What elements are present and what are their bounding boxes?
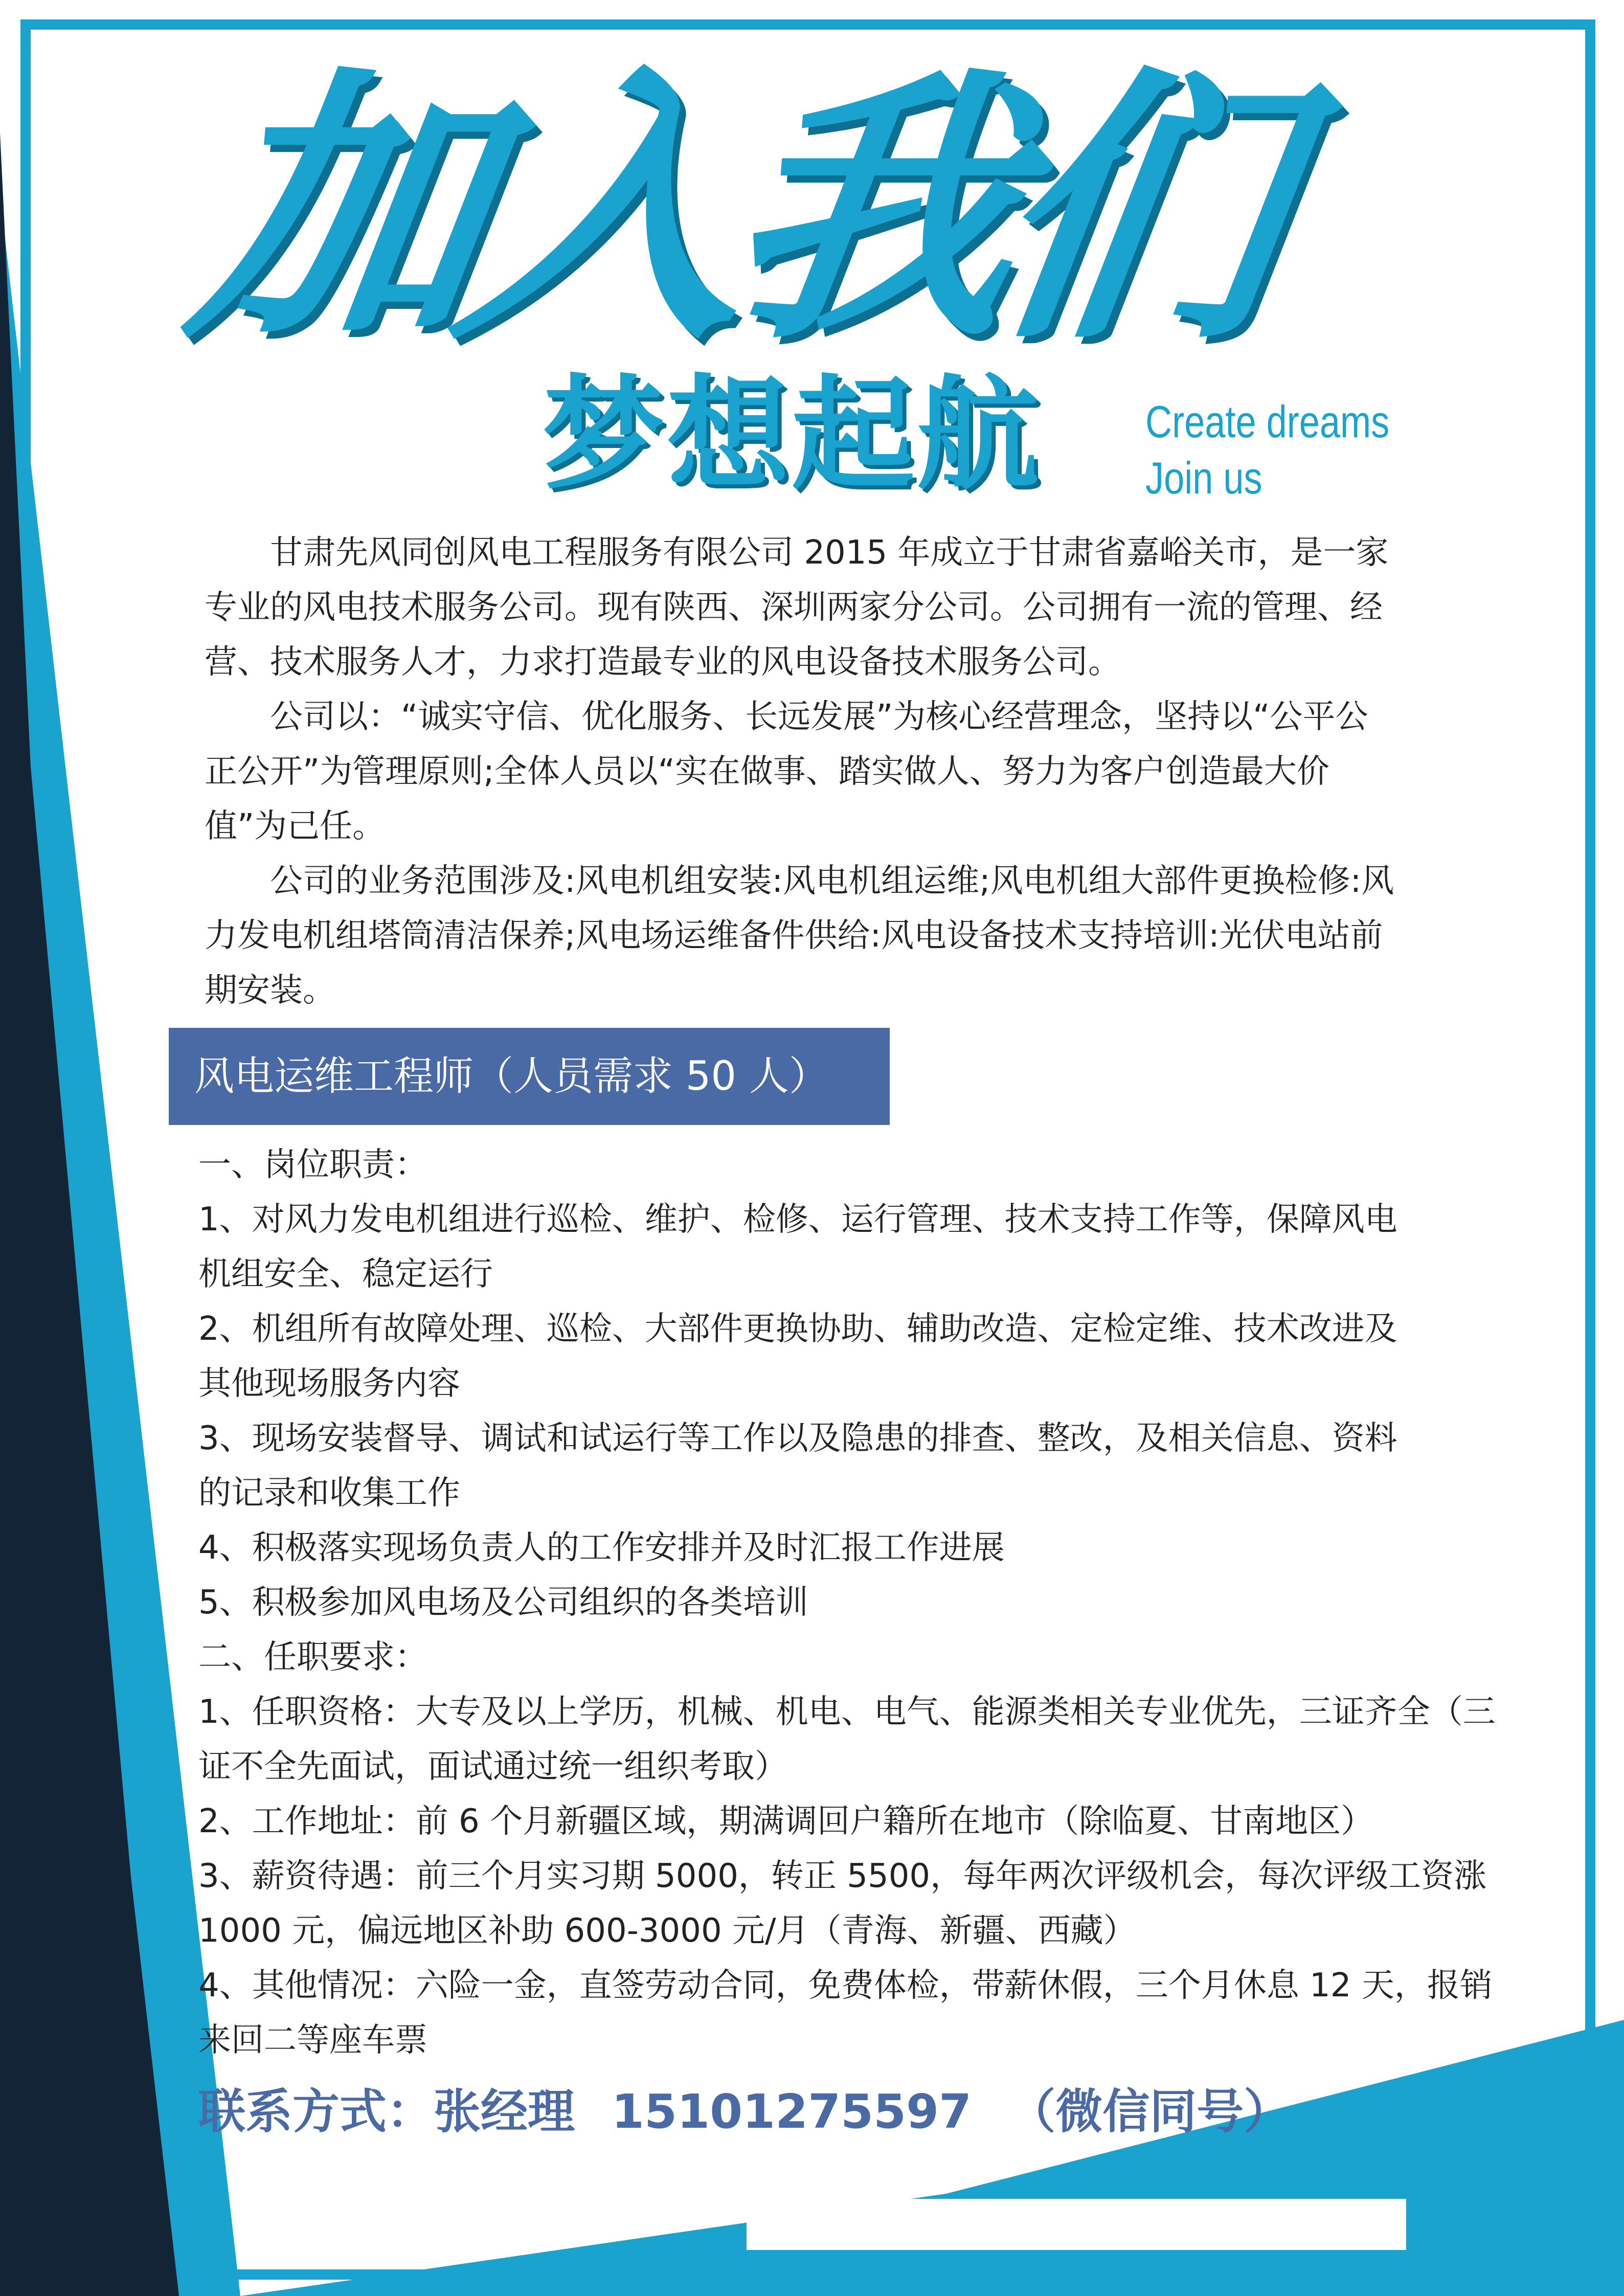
detail-line: 4、其他情况：六险一金，直签劳动合同，免费体检，带薪休假，三个月休息 12 天，报销 — [198, 1967, 1493, 2005]
intro-paragraph: 甘肃先风同创风电工程服务有限公司 2015 年成立于甘肃省嘉峪关市，是一家专业的风电技术服务公司。现有陕西、深圳两家分公司。公司拥有一流的管理、经营、技术服务人才，力求打造最专业的风电设备技术服务公司。 — [205, 534, 1389, 681]
hero-title: 加入我们 — [175, 41, 1287, 378]
contact-phone[interactable]: 15101275597 — [612, 2084, 972, 2139]
detail-line: 来回二等座车票 — [198, 2021, 427, 2059]
job-title-bar: 风电运维工程师（人员需求 50 人） — [169, 1028, 890, 1125]
bottom-navy-edge — [747, 2250, 1406, 2260]
bottom-white-bar — [747, 2199, 1406, 2250]
hero-english-line-1: Create dreams — [1145, 396, 1390, 447]
detail-line: 一、岗位职责： — [198, 1146, 427, 1184]
detail-line: 5、积极参加风电场及公司组织的各类培训 — [198, 1584, 808, 1622]
contact-info — [198, 2076, 1311, 2148]
hero-subtitle: 梦想起航 — [542, 363, 1042, 506]
detail-line: 二、任职要求： — [198, 1638, 427, 1676]
hero-english-line-2: Join us — [1145, 453, 1262, 503]
detail-line: 证不全先面试，面试通过统一组织考取） — [198, 1748, 787, 1786]
detail-line: 2、工作地址：前 6 个月新疆区域，期满调回户籍所在地市（除临夏、甘南地区） — [198, 1803, 1374, 1840]
detail-line: 4、积极落实现场负责人的工作安排并及时汇报工作进展 — [198, 1529, 1005, 1567]
detail-line: 1000 元，偏远地区补助 600-3000 元/月（青海、新疆、西藏） — [198, 1912, 1136, 1950]
detail-line: 1、对风力发电机组进行巡检、维护、检修、运行管理、技术支持工作等，保障风电 — [198, 1201, 1397, 1239]
detail-line: 3、薪资待遇：前三个月实习期 5000，转正 5500，每年两次评级机会，每次评级工资涨 — [198, 1857, 1487, 1895]
intro-paragraph: 公司的业务范围涉及:风电机组安装:风电机组运维;风电机组大部件更换检修:风力发电机组塔筒清洁保养;风电场运维备件供给:风电设备技术支持培训:光伏电站前期安装。 — [205, 862, 1394, 1009]
company-intro — [205, 526, 1396, 1018]
contact-note: （微信同号） — [1008, 2084, 1291, 2139]
job-details — [198, 1138, 1518, 2068]
detail-line: 其他现场服务内容 — [198, 1365, 460, 1403]
detail-line: 1、任职资格：大专及以上学历，机械、机电、电气、能源类相关专业优先，三证齐全（三 — [198, 1693, 1496, 1731]
detail-line: 2、机组所有故障处理、巡检、大部件更换协助、辅助改造、定检定维、技术改进及 — [198, 1310, 1397, 1348]
contact-label: 联系方式：张经理 — [198, 2084, 575, 2139]
detail-line: 3、现场安装督导、调试和试运行等工作以及隐患的排查、整改，及相关信息、资料 — [198, 1420, 1397, 1457]
detail-line: 的记录和收集工作 — [198, 1474, 460, 1512]
detail-line: 机组安全、稳定运行 — [198, 1255, 493, 1293]
intro-paragraph: 公司以：“诚实守信、优化服务、长远发展”为核心经营理念，坚持以“公平公正公开”为管理原则;全体人员以“实在做事、踏实做人、努力为客户创造最大价值”为己任。 — [205, 698, 1368, 845]
